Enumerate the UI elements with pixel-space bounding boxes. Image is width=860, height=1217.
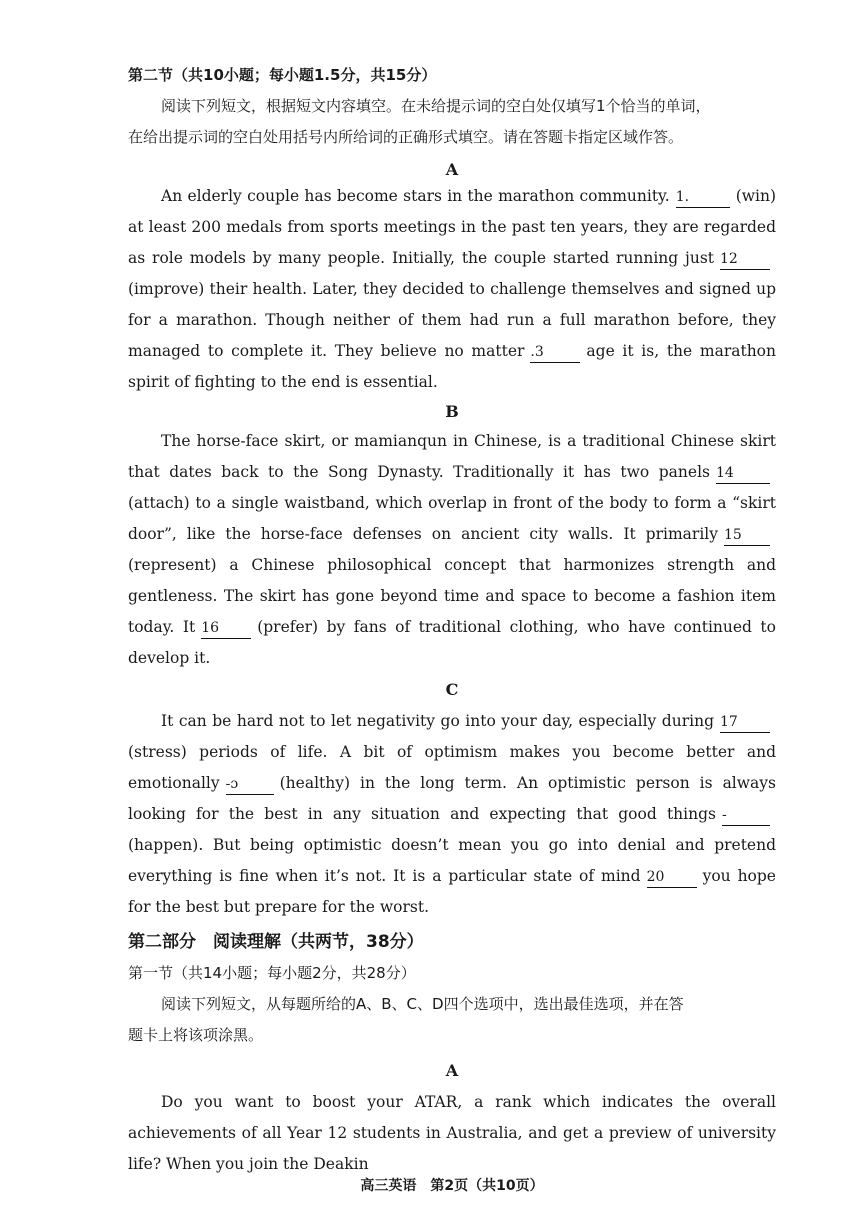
passage-c-text-1: It can be hard not to let negativity go into your day, especially during [161, 712, 714, 730]
blank-14[interactable]: 14 [716, 463, 770, 484]
passage-b-text-3: (represent) a Chinese philosophical concept that harmonizes strength and gentleness. The skirt has gone beyond time and space to become a fashion item today. It [128, 556, 776, 636]
part-2-title: 第二部分 阅读理解（共两节，38分） [128, 932, 424, 952]
blank-12[interactable]: 12 [720, 249, 770, 270]
section-2-instructions [128, 91, 778, 153]
passage-a-letter: A [445, 160, 459, 179]
passage-c-text-4: (happen). But being optimistic doesn’t mean you go into denial and pretend everything is fine when it’s not. It is a particular state of mind [128, 836, 776, 885]
passage-b-text-2: (attach) to a single waistband, which overlap in front of the body to form a “skirt door”, like the horse-face defenses on ancient city walls. It primarily [128, 494, 776, 543]
part-2-section-1-title: 第一节（共14小题；每小题2分，共28分） [128, 964, 416, 982]
passage-a-text-4: age it is, the marathon spirit of fighting to the end is essential. [128, 342, 776, 391]
passage-a [128, 181, 776, 398]
part-2-instruction-line-2: 题卡上将该项涂黑。 [128, 1026, 264, 1044]
blank-16[interactable]: 16 [201, 618, 251, 639]
blank-20[interactable]: 20 [647, 867, 697, 888]
passage-b [128, 426, 776, 674]
passage-c-text-3: (healthy) in the long term. An optimistic person is always looking for the best in any situation and expecting that good things [128, 774, 776, 823]
part-2-instructions [128, 989, 778, 1051]
blank-11[interactable]: 1. [676, 187, 730, 208]
reading-a-text: Do you want to boost your ATAR, a rank which indicates the overall achievements of all Year 12 students in Australia, and get a preview of university life? When you join the Deakin [128, 1093, 776, 1173]
page-footer: 高三英语 第2页（共10页） [360, 1178, 544, 1194]
passage-b-text-1: The horse-face skirt, or mamianqun in Chinese, is a traditional Chinese skirt that dates back to the Song Dynasty. Traditionally it has two panels [128, 432, 776, 481]
passage-c-text-5: you hope for the best but prepare for the worst. [128, 867, 776, 916]
reading-a-letter: A [445, 1061, 459, 1080]
passage-c-text-2: (stress) periods of life. A bit of optimism makes you become better and emotionally [128, 743, 776, 792]
part-2-instruction-line-1: 阅读下列短文，从每题所给的A、B、C、D四个选项中，选出最佳选项，并在答 [161, 995, 684, 1013]
blank-18[interactable]: -ɔ [226, 774, 274, 795]
passage-c-letter: C [445, 680, 459, 699]
passage-b-text-4: (prefer) by fans of traditional clothing, who have continued to develop it. [128, 618, 776, 667]
instruction-line-2: 在给出提示词的空白处用括号内所给词的正确形式填空。请在答题卡指定区域作答。 [128, 128, 684, 146]
passage-c [128, 706, 776, 923]
passage-a-text-1: An elderly couple has become stars in the marathon community. [161, 187, 670, 205]
section-2-title: 第二节（共10小题；每小题1.5分，共15分） [128, 66, 437, 84]
passage-a-text-2: (win) at least 200 medals from sports meetings in the past ten years, they are regarded as role models by many people. Initially, the couple started running just [128, 187, 776, 267]
passage-a-text-3: (improve) their health. Later, they decided to challenge themselves and signed up for a marathon. Though neither of them had run a full marathon before, they managed to complete it. They believe no matter [128, 280, 776, 360]
instruction-line-1: 阅读下列短文，根据短文内容填空。在未给提示词的空白处仅填写1个恰当的单词， [161, 97, 711, 115]
blank-19[interactable]: - [722, 805, 770, 826]
blank-13[interactable]: .3 [530, 342, 580, 363]
blank-17[interactable]: 17 [720, 712, 770, 733]
passage-b-letter: B [445, 402, 459, 421]
blank-15[interactable]: 15 [724, 525, 770, 546]
